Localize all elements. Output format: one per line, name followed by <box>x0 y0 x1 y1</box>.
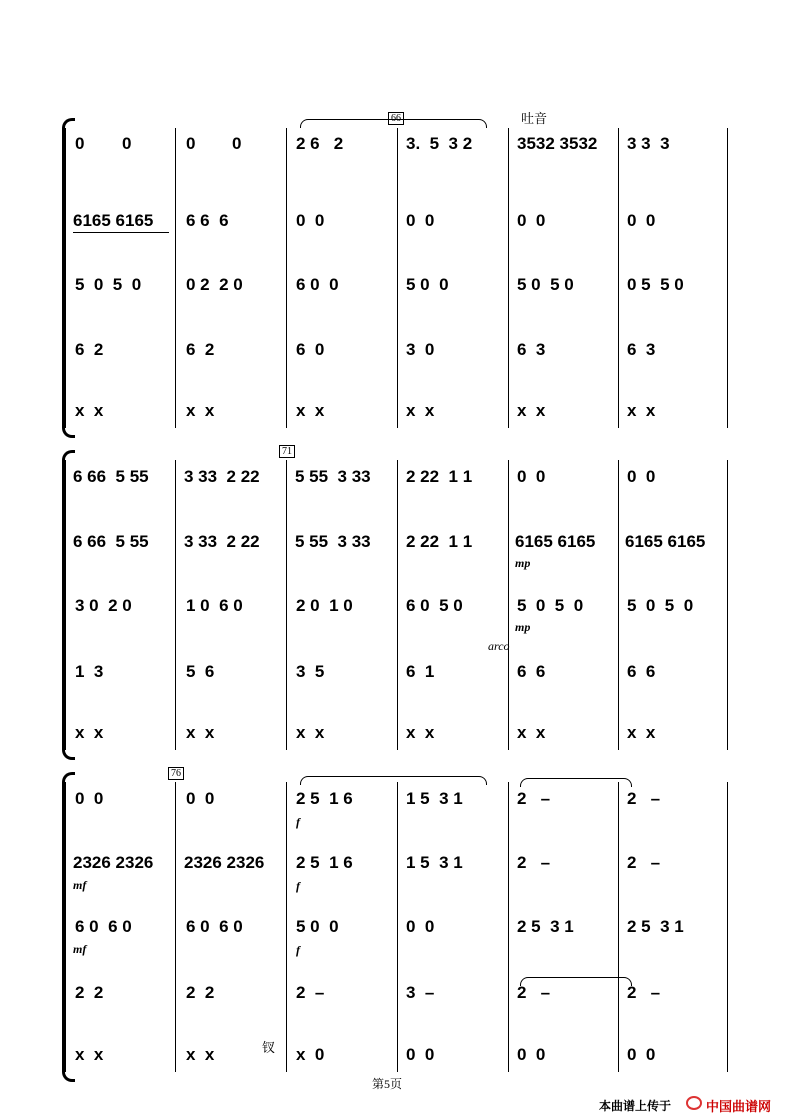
note-cell: 3 33 2 22 <box>184 532 260 551</box>
note-cell: 5 0 0 <box>406 275 449 294</box>
system-brace <box>62 460 66 750</box>
note-cell: x x <box>186 1045 215 1064</box>
note-cell: 2 22 1 1 <box>406 467 473 486</box>
note-cell: 2 – <box>627 983 661 1002</box>
note-cell: 1 0 6 0 <box>186 596 243 615</box>
note-cell: 6 3 <box>627 340 656 359</box>
note-cell: 0 <box>122 134 132 153</box>
note-cell: 1 5 3 1 <box>406 853 463 872</box>
site-name: 中国曲谱网 <box>706 1099 772 1114</box>
note-cell: 6 3 <box>517 340 546 359</box>
dynamic-mark: mf <box>73 878 87 892</box>
note-cell: x x <box>517 723 546 742</box>
measure-number: 76 <box>168 767 184 780</box>
dynamic-mark: mp <box>515 556 531 570</box>
note-cell: 5 0 0 <box>296 917 339 936</box>
note-cell: 0 2 2 0 <box>186 275 243 294</box>
site-logo-icon <box>686 1096 702 1110</box>
note-cell: 6 2 <box>186 340 215 359</box>
barline <box>175 782 176 1072</box>
note-cell: x x <box>186 401 215 420</box>
barline <box>286 460 287 750</box>
barline <box>397 128 398 428</box>
note-cell: x x <box>296 723 325 742</box>
underline <box>73 232 169 233</box>
note-cell: 0 0 <box>406 211 435 230</box>
note-cell: 2 – <box>627 853 661 872</box>
note-cell: 0 0 <box>517 1045 546 1064</box>
note-cell: 1 5 3 1 <box>406 789 463 808</box>
note-cell: x 0 <box>296 1045 325 1064</box>
measure-number: 71 <box>279 445 295 458</box>
system-brace <box>62 128 66 428</box>
barline <box>286 128 287 428</box>
note-cell: 3532 3532 <box>517 134 598 153</box>
note-cell: 2 5 1 6 <box>296 853 353 872</box>
note-cell: 0 0 <box>517 211 546 230</box>
note-cell: 0 0 <box>186 789 215 808</box>
barline <box>175 460 176 750</box>
note-cell: x x <box>186 723 215 742</box>
barline <box>508 782 509 1072</box>
note-cell: 2 22 1 1 <box>406 532 473 551</box>
note-cell: 6 0 6 0 <box>75 917 132 936</box>
phrase-slur <box>300 776 487 785</box>
note-cell: 3 3 3 <box>627 134 670 153</box>
note-cell: 3 5 <box>296 662 325 681</box>
barline <box>727 782 728 1072</box>
note-cell: 2326 2326 <box>184 853 265 872</box>
barline <box>618 128 619 428</box>
note-cell: 2 5 3 1 <box>517 917 574 936</box>
note-cell: 3 0 <box>406 340 435 359</box>
note-cell: 6 6 6 <box>186 211 229 230</box>
note-cell: 6 2 <box>75 340 104 359</box>
barline <box>397 782 398 1072</box>
barline <box>508 128 509 428</box>
note-cell: 0 <box>75 134 85 153</box>
note-cell: 5 6 <box>186 662 215 681</box>
note-cell: 3 – <box>406 983 435 1002</box>
note-cell: 3. 5 3 2 <box>406 134 473 153</box>
note-cell: 0 0 <box>406 1045 435 1064</box>
note-cell: 6 0 <box>296 340 325 359</box>
note-cell: x x <box>406 401 435 420</box>
note-cell: 0 <box>186 134 196 153</box>
note-cell: 2 5 3 1 <box>627 917 684 936</box>
note-cell: 6165 6165 <box>515 532 596 551</box>
note-cell: 5 55 3 33 <box>295 467 371 486</box>
barline <box>286 782 287 1072</box>
dynamic-mark: f <box>296 943 300 957</box>
note-cell: 2 – <box>517 853 551 872</box>
dynamic-mark: mf <box>73 942 87 956</box>
note-cell: 0 0 <box>627 467 656 486</box>
note-cell: 5 0 5 0 <box>75 275 142 294</box>
note-cell: 2 – <box>517 983 551 1002</box>
note-cell: 0 0 <box>75 789 104 808</box>
upload-notice: 本曲谱上传于 <box>599 1099 672 1113</box>
barline <box>397 460 398 750</box>
note-cell: 2 2 <box>186 983 215 1002</box>
note-cell: 2 2 <box>75 983 104 1002</box>
arco-annotation: arco <box>488 639 510 653</box>
barline <box>618 460 619 750</box>
note-cell: 5 0 5 0 <box>517 596 584 615</box>
note-cell: 3 0 2 0 <box>75 596 132 615</box>
note-cell: 1 3 <box>75 662 104 681</box>
note-cell: x x <box>75 1045 104 1064</box>
note-cell: 0 0 <box>406 917 435 936</box>
note-cell: 6 6 <box>517 662 546 681</box>
phrase-slur <box>520 977 632 986</box>
note-cell: 5 0 5 0 <box>517 275 574 294</box>
phrase-slur <box>300 119 487 128</box>
note-cell: 6 66 5 55 <box>73 467 149 486</box>
note-cell: 0 0 <box>627 211 656 230</box>
note-cell: 2 6 2 <box>296 134 344 153</box>
note-cell: 0 0 <box>627 1045 656 1064</box>
note-cell: 0 0 <box>517 467 546 486</box>
system-brace <box>62 782 66 1072</box>
note-cell: 0 0 <box>296 211 325 230</box>
note-cell: 6 1 <box>406 662 435 681</box>
note-cell: 2326 2326 <box>73 853 154 872</box>
note-cell: 5 0 5 0 <box>627 596 694 615</box>
note-cell: 2 0 1 0 <box>296 596 353 615</box>
cymbal-annotation: 钗 <box>262 1040 276 1055</box>
barline <box>175 128 176 428</box>
note-cell: x x <box>75 723 104 742</box>
barline <box>508 460 509 750</box>
note-cell: 2 – <box>517 789 551 808</box>
dynamic-mark: mp <box>515 620 531 634</box>
note-cell: 6 6 <box>627 662 656 681</box>
note-cell: x x <box>296 401 325 420</box>
note-cell: 0 <box>232 134 242 153</box>
note-cell: 6 0 0 <box>296 275 339 294</box>
phrase-slur <box>520 778 632 787</box>
dynamic-mark: f <box>296 815 300 829</box>
note-cell: x x <box>517 401 546 420</box>
barline <box>727 128 728 428</box>
note-cell: x x <box>75 401 104 420</box>
note-cell: 6165 6165 <box>625 532 706 551</box>
note-cell: 6 0 5 0 <box>406 596 463 615</box>
note-cell: 3 33 2 22 <box>184 467 260 486</box>
note-cell: 2 – <box>296 983 325 1002</box>
note-cell: 2 – <box>627 789 661 808</box>
note-cell: 5 55 3 33 <box>295 532 371 551</box>
note-cell: x x <box>627 401 656 420</box>
note-cell: x x <box>406 723 435 742</box>
barline <box>618 782 619 1072</box>
barline <box>727 460 728 750</box>
page-number: 第5页 <box>372 1077 403 1091</box>
note-cell: x x <box>627 723 656 742</box>
note-cell: 6 66 5 55 <box>73 532 149 551</box>
note-cell: 6165 6165 <box>73 211 154 230</box>
note-cell: 0 5 5 0 <box>627 275 684 294</box>
dynamic-mark: f <box>296 879 300 893</box>
measure-number: 66 <box>388 112 404 125</box>
note-cell: 2 5 1 6 <box>296 789 353 808</box>
tuyin-annotation: 吐音 <box>521 111 548 126</box>
note-cell: 6 0 6 0 <box>186 917 243 936</box>
